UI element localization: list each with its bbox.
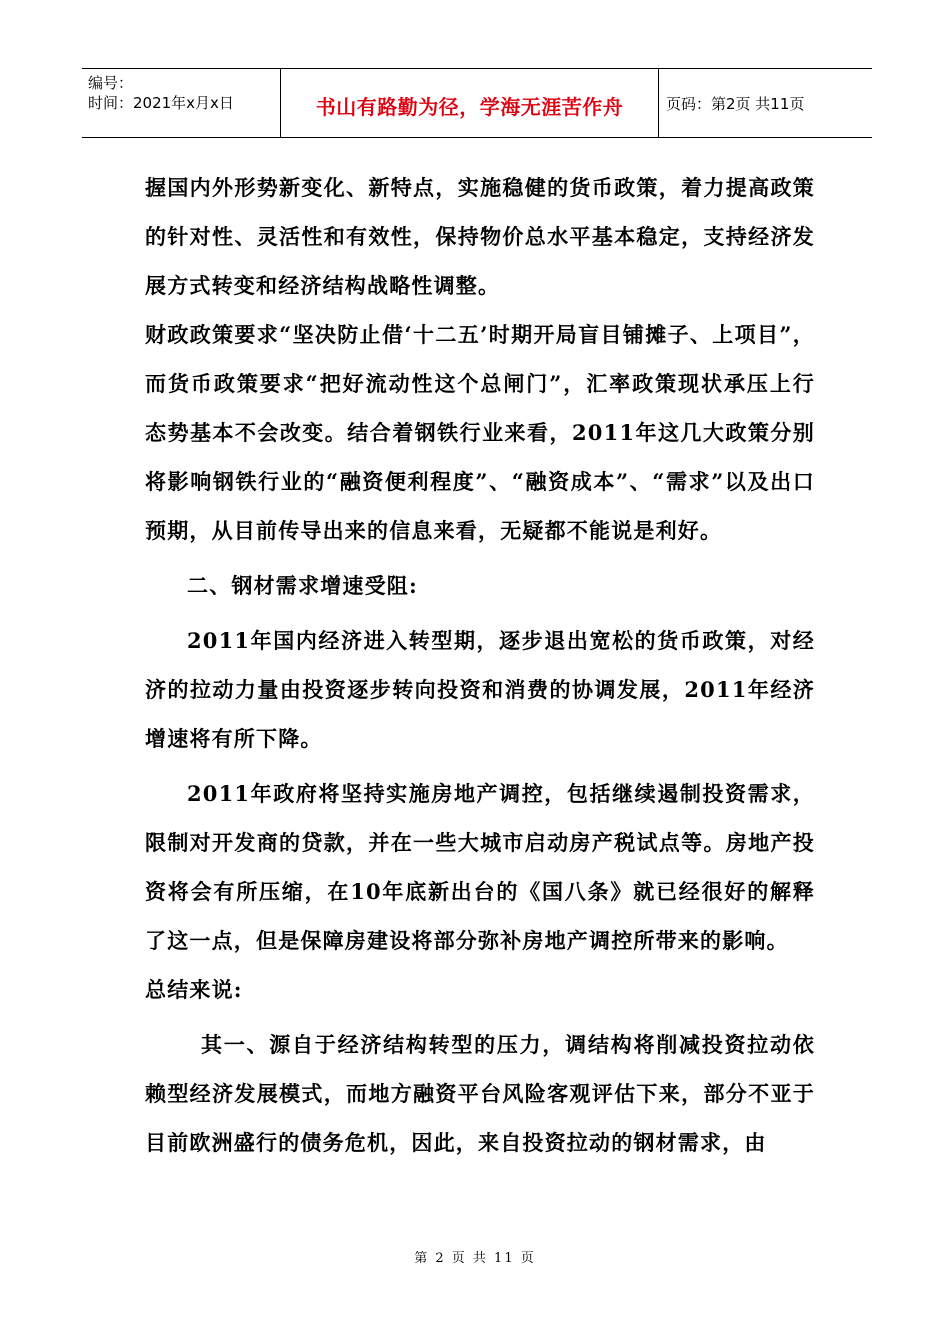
header-motto: 书山有路勤为径，学海无涯苦作舟 <box>315 95 624 119</box>
paragraph-economy-transition: 2011年国内经济进入转型期，逐步退出宽松的货币政策，对经济的拉动力量由投资逐步转向投资和消费的协调发展，2011年经济增速将有所下降。 <box>145 628 815 751</box>
section-heading-steel-demand: 二、钢材需求增速受阻: <box>187 573 418 598</box>
paragraph-real-estate: 2011年政府将坚持实施房地产调控，包括继续遏制投资需求，限制对开发商的贷款，并在一些大城市启动房产税试点等。房地产投资将会有所压缩，在10年底新出台的《国八条》就已经很好的解释了这一点，但是保障房建设将部分弥补房地产调控所带来的影响。 <box>145 781 815 953</box>
paragraph-monetary-policy: 握国内外形势新变化、新特点，实施稳健的货币政策，着力提高政策的针对性、灵活性和有效性，保持物价总水平基本稳定，支持经济发展方式转变和经济结构战略性调整。 <box>145 175 815 298</box>
header-divider <box>658 69 659 137</box>
header-number-label: 编号： <box>88 74 134 92</box>
header-time-label: 时间：2021年x月x日 <box>88 94 234 112</box>
page-header <box>82 68 872 138</box>
paragraph-summary-label: 总结来说: <box>145 977 243 1002</box>
page-footer: 第 2 页 共 11 页 <box>414 1251 536 1266</box>
paragraph-point-one: 其一、源自于经济结构转型的压力，调结构将削减投资拉动依赖型经济发展模式，而地方融资平台风险客观评估下来，部分不亚于目前欧洲盛行的债务危机，因此，来自投资拉动的钢材需求，由 <box>145 1032 815 1155</box>
header-page-info: 页码：第2页 共11页 <box>666 95 805 113</box>
paragraph-fiscal-policy: 财政政策要求“坚决防止借‘十二五’时期开局盲目铺摊子、上项目”，而货币政策要求“把好流动性这个总闸门”，汇率政策现状承压上行态势基本不会改变。结合着钢铁行业来看，2011年这几大政策分别将影响钢铁行业的“融资便利程度”、“融资成本”、“需求”以及出口预期，从目前传导出来的信息来看，无疑都不能说是利好。 <box>145 322 815 543</box>
header-meta <box>88 73 234 113</box>
document-body <box>145 163 815 1167</box>
